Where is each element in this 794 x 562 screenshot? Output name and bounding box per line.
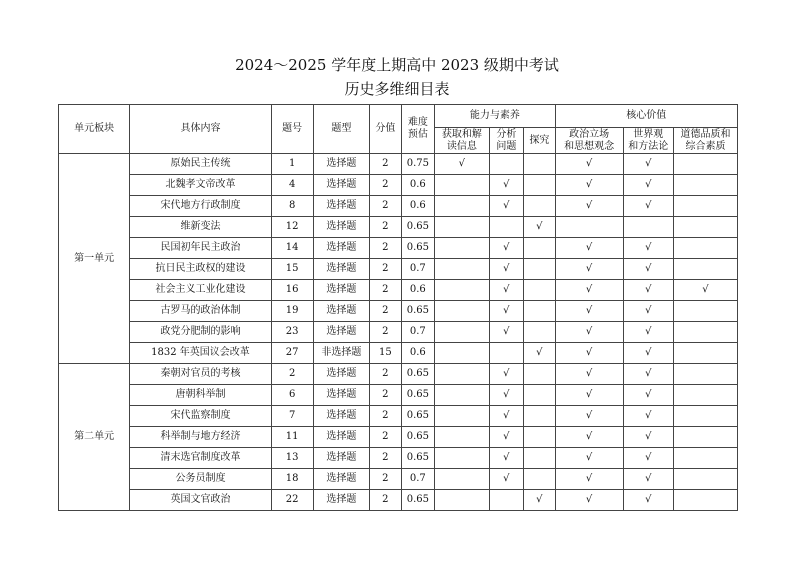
cell-mark-analysis: √ xyxy=(489,175,524,196)
cell-score: 2 xyxy=(370,238,401,259)
table-row xyxy=(59,175,738,196)
cell-number: 2 xyxy=(271,364,313,385)
cell-mark-political: √ xyxy=(555,238,623,259)
cell-difficulty: 0.65 xyxy=(401,385,435,406)
cell-mark-analysis: √ xyxy=(489,301,524,322)
cell-mark-worldview xyxy=(623,217,673,238)
cell-content: 1832 年英国议会改革 xyxy=(130,343,271,364)
cell-mark-worldview: √ xyxy=(623,259,673,280)
cell-type: 选择题 xyxy=(313,322,370,343)
cell-type: 选择题 xyxy=(313,427,370,448)
cell-mark-political: √ xyxy=(555,322,623,343)
header-value-moral: 道德品质和 综合素质 xyxy=(673,128,737,154)
cell-mark-worldview: √ xyxy=(623,301,673,322)
cell-score: 2 xyxy=(370,364,401,385)
cell-difficulty: 0.65 xyxy=(401,301,435,322)
cell-mark-worldview: √ xyxy=(623,490,673,511)
cell-mark-political: √ xyxy=(555,469,623,490)
cell-mark-worldview: √ xyxy=(623,238,673,259)
cell-mark-moral xyxy=(673,343,737,364)
cell-mark-moral xyxy=(673,322,737,343)
cell-score: 2 xyxy=(370,427,401,448)
cell-difficulty: 0.75 xyxy=(401,154,435,175)
cell-mark-analysis: √ xyxy=(489,196,524,217)
cell-mark-inquiry xyxy=(524,238,555,259)
header-value-worldview: 世界观 和方法论 xyxy=(623,128,673,154)
cell-content: 英国文官政治 xyxy=(130,490,271,511)
cell-difficulty: 0.65 xyxy=(401,427,435,448)
header-type: 题型 xyxy=(313,105,370,154)
cell-mark-political: √ xyxy=(555,259,623,280)
cell-score: 2 xyxy=(370,469,401,490)
cell-mark-info xyxy=(435,427,489,448)
cell-mark-info xyxy=(435,322,489,343)
cell-mark-inquiry: √ xyxy=(524,343,555,364)
cell-mark-inquiry xyxy=(524,280,555,301)
cell-mark-info xyxy=(435,196,489,217)
cell-content: 清末选官制度改革 xyxy=(130,448,271,469)
cell-mark-analysis: √ xyxy=(489,469,524,490)
header-score: 分值 xyxy=(370,105,401,154)
cell-mark-political: √ xyxy=(555,154,623,175)
cell-number: 15 xyxy=(271,259,313,280)
cell-mark-info xyxy=(435,175,489,196)
cell-mark-worldview: √ xyxy=(623,364,673,385)
cell-content: 维新变法 xyxy=(130,217,271,238)
cell-difficulty: 0.65 xyxy=(401,238,435,259)
header-content: 具体内容 xyxy=(130,105,271,154)
cell-content: 宋代监察制度 xyxy=(130,406,271,427)
cell-number: 13 xyxy=(271,448,313,469)
cell-mark-info xyxy=(435,364,489,385)
header-ability-group: 能力与素养 xyxy=(435,105,555,128)
cell-mark-analysis: √ xyxy=(489,427,524,448)
cell-mark-info xyxy=(435,343,489,364)
table-row xyxy=(59,490,738,511)
table-row xyxy=(59,238,738,259)
table-row xyxy=(59,259,738,280)
cell-mark-moral xyxy=(673,406,737,427)
cell-mark-moral xyxy=(673,259,737,280)
cell-type: 选择题 xyxy=(313,154,370,175)
cell-mark-worldview: √ xyxy=(623,469,673,490)
cell-mark-info xyxy=(435,259,489,280)
table-row xyxy=(59,406,738,427)
cell-content: 公务员制度 xyxy=(130,469,271,490)
header-value-political: 政治立场 和思想观念 xyxy=(555,128,623,154)
cell-type: 选择题 xyxy=(313,175,370,196)
cell-mark-worldview: √ xyxy=(623,343,673,364)
cell-mark-inquiry: √ xyxy=(524,217,555,238)
header-number: 题号 xyxy=(271,105,313,154)
cell-score: 2 xyxy=(370,406,401,427)
cell-mark-political: √ xyxy=(555,301,623,322)
table-row xyxy=(59,196,738,217)
cell-mark-analysis xyxy=(489,343,524,364)
cell-type: 选择题 xyxy=(313,217,370,238)
cell-mark-info xyxy=(435,469,489,490)
header-ability-info: 获取和解 读信息 xyxy=(435,128,489,154)
cell-difficulty: 0.65 xyxy=(401,364,435,385)
cell-score: 2 xyxy=(370,175,401,196)
cell-mark-inquiry xyxy=(524,385,555,406)
cell-difficulty: 0.65 xyxy=(401,490,435,511)
cell-mark-analysis xyxy=(489,217,524,238)
header-ability-analysis: 分析 问题 xyxy=(489,128,524,154)
cell-mark-political xyxy=(555,217,623,238)
cell-mark-moral xyxy=(673,196,737,217)
cell-difficulty: 0.6 xyxy=(401,196,435,217)
cell-content: 社会主义工业化建设 xyxy=(130,280,271,301)
cell-difficulty: 0.6 xyxy=(401,280,435,301)
cell-number: 22 xyxy=(271,490,313,511)
cell-mark-moral xyxy=(673,364,737,385)
cell-mark-political: √ xyxy=(555,196,623,217)
cell-number: 11 xyxy=(271,427,313,448)
cell-mark-inquiry: √ xyxy=(524,490,555,511)
cell-type: 非选择题 xyxy=(313,343,370,364)
cell-type: 选择题 xyxy=(313,469,370,490)
cell-score: 2 xyxy=(370,385,401,406)
cell-mark-moral xyxy=(673,154,737,175)
cell-number: 7 xyxy=(271,406,313,427)
cell-type: 选择题 xyxy=(313,259,370,280)
table-row xyxy=(59,322,738,343)
cell-difficulty: 0.65 xyxy=(401,217,435,238)
cell-content: 宋代地方行政制度 xyxy=(130,196,271,217)
cell-content: 唐朝科举制 xyxy=(130,385,271,406)
cell-type: 选择题 xyxy=(313,280,370,301)
cell-content: 政党分肥制的影响 xyxy=(130,322,271,343)
cell-mark-analysis: √ xyxy=(489,448,524,469)
table-row xyxy=(59,301,738,322)
cell-type: 选择题 xyxy=(313,490,370,511)
cell-mark-worldview: √ xyxy=(623,196,673,217)
cell-mark-analysis xyxy=(489,490,524,511)
cell-number: 16 xyxy=(271,280,313,301)
cell-mark-moral xyxy=(673,217,737,238)
cell-number: 14 xyxy=(271,238,313,259)
table-row xyxy=(59,343,738,364)
cell-difficulty: 0.7 xyxy=(401,469,435,490)
cell-mark-political: √ xyxy=(555,343,623,364)
cell-mark-inquiry xyxy=(524,259,555,280)
document-subtitle: 历史多维细目表 xyxy=(344,80,450,98)
cell-mark-moral xyxy=(673,385,737,406)
cell-mark-inquiry xyxy=(524,364,555,385)
cell-content: 古罗马的政治体制 xyxy=(130,301,271,322)
cell-difficulty: 0.7 xyxy=(401,322,435,343)
cell-number: 6 xyxy=(271,385,313,406)
cell-mark-worldview: √ xyxy=(623,322,673,343)
table-row xyxy=(59,154,738,175)
cell-mark-info: √ xyxy=(435,154,489,175)
cell-type: 选择题 xyxy=(313,385,370,406)
cell-mark-political: √ xyxy=(555,385,623,406)
cell-mark-info xyxy=(435,385,489,406)
cell-mark-worldview: √ xyxy=(623,406,673,427)
document-title: 2024～2025 学年度上期高中 2023 级期中考试 xyxy=(235,56,559,74)
cell-difficulty: 0.6 xyxy=(401,175,435,196)
cell-content: 北魏孝文帝改革 xyxy=(130,175,271,196)
cell-mark-inquiry xyxy=(524,322,555,343)
cell-mark-analysis: √ xyxy=(489,385,524,406)
header-unit: 单元板块 xyxy=(59,105,130,154)
cell-mark-info xyxy=(435,406,489,427)
table-row xyxy=(59,364,738,385)
cell-type: 选择题 xyxy=(313,196,370,217)
cell-difficulty: 0.6 xyxy=(401,343,435,364)
cell-mark-political: √ xyxy=(555,448,623,469)
cell-number: 27 xyxy=(271,343,313,364)
cell-mark-info xyxy=(435,490,489,511)
cell-mark-worldview: √ xyxy=(623,385,673,406)
cell-mark-political: √ xyxy=(555,175,623,196)
cell-mark-political: √ xyxy=(555,427,623,448)
cell-type: 选择题 xyxy=(313,364,370,385)
table-row xyxy=(59,280,738,301)
cell-mark-analysis: √ xyxy=(489,280,524,301)
cell-mark-analysis: √ xyxy=(489,238,524,259)
cell-mark-worldview: √ xyxy=(623,280,673,301)
header-ability-inquiry: 探究 xyxy=(524,128,555,154)
cell-mark-moral xyxy=(673,490,737,511)
cell-type: 选择题 xyxy=(313,238,370,259)
cell-mark-inquiry xyxy=(524,469,555,490)
cell-score: 2 xyxy=(370,196,401,217)
cell-number: 23 xyxy=(271,322,313,343)
cell-mark-inquiry xyxy=(524,175,555,196)
cell-mark-moral xyxy=(673,427,737,448)
cell-number: 4 xyxy=(271,175,313,196)
cell-mark-moral xyxy=(673,175,737,196)
cell-mark-political: √ xyxy=(555,490,623,511)
cell-mark-moral xyxy=(673,469,737,490)
cell-content: 原始民主传统 xyxy=(130,154,271,175)
cell-mark-moral: √ xyxy=(673,280,737,301)
header-difficulty: 难度 预估 xyxy=(401,105,435,154)
cell-mark-inquiry xyxy=(524,154,555,175)
spec-table xyxy=(58,104,738,511)
cell-score: 2 xyxy=(370,259,401,280)
cell-mark-info xyxy=(435,301,489,322)
cell-difficulty: 0.7 xyxy=(401,259,435,280)
cell-mark-inquiry xyxy=(524,196,555,217)
cell-mark-moral xyxy=(673,238,737,259)
cell-mark-inquiry xyxy=(524,406,555,427)
cell-type: 选择题 xyxy=(313,301,370,322)
cell-mark-analysis xyxy=(489,154,524,175)
table-row xyxy=(59,427,738,448)
cell-mark-analysis: √ xyxy=(489,364,524,385)
cell-content: 秦朝对官员的考核 xyxy=(130,364,271,385)
cell-mark-info xyxy=(435,238,489,259)
unit-name: 第二单元 xyxy=(59,364,130,511)
cell-mark-inquiry xyxy=(524,427,555,448)
cell-mark-moral xyxy=(673,301,737,322)
cell-score: 2 xyxy=(370,280,401,301)
unit-name: 第一单元 xyxy=(59,154,130,364)
cell-number: 18 xyxy=(271,469,313,490)
cell-difficulty: 0.65 xyxy=(401,406,435,427)
cell-mark-inquiry xyxy=(524,301,555,322)
cell-type: 选择题 xyxy=(313,448,370,469)
cell-mark-political: √ xyxy=(555,364,623,385)
cell-mark-inquiry xyxy=(524,448,555,469)
cell-content: 科举制与地方经济 xyxy=(130,427,271,448)
cell-mark-info xyxy=(435,280,489,301)
cell-number: 1 xyxy=(271,154,313,175)
cell-number: 8 xyxy=(271,196,313,217)
cell-mark-political: √ xyxy=(555,280,623,301)
cell-mark-worldview: √ xyxy=(623,154,673,175)
cell-mark-worldview: √ xyxy=(623,427,673,448)
cell-score: 2 xyxy=(370,322,401,343)
cell-mark-worldview: √ xyxy=(623,175,673,196)
table-row xyxy=(59,469,738,490)
cell-score: 2 xyxy=(370,217,401,238)
cell-score: 2 xyxy=(370,154,401,175)
cell-mark-info xyxy=(435,217,489,238)
cell-mark-analysis: √ xyxy=(489,406,524,427)
cell-difficulty: 0.65 xyxy=(401,448,435,469)
cell-score: 2 xyxy=(370,301,401,322)
cell-score: 15 xyxy=(370,343,401,364)
cell-mark-worldview: √ xyxy=(623,448,673,469)
cell-number: 19 xyxy=(271,301,313,322)
header-value-group: 核心价值 xyxy=(555,105,737,128)
table-row xyxy=(59,217,738,238)
cell-number: 12 xyxy=(271,217,313,238)
cell-mark-analysis: √ xyxy=(489,259,524,280)
cell-content: 抗日民主政权的建设 xyxy=(130,259,271,280)
cell-mark-info xyxy=(435,448,489,469)
cell-content: 民国初年民主政治 xyxy=(130,238,271,259)
table-row xyxy=(59,448,738,469)
cell-type: 选择题 xyxy=(313,406,370,427)
cell-mark-analysis: √ xyxy=(489,322,524,343)
cell-mark-political: √ xyxy=(555,406,623,427)
cell-score: 2 xyxy=(370,490,401,511)
table-row xyxy=(59,385,738,406)
cell-score: 2 xyxy=(370,448,401,469)
cell-mark-moral xyxy=(673,448,737,469)
